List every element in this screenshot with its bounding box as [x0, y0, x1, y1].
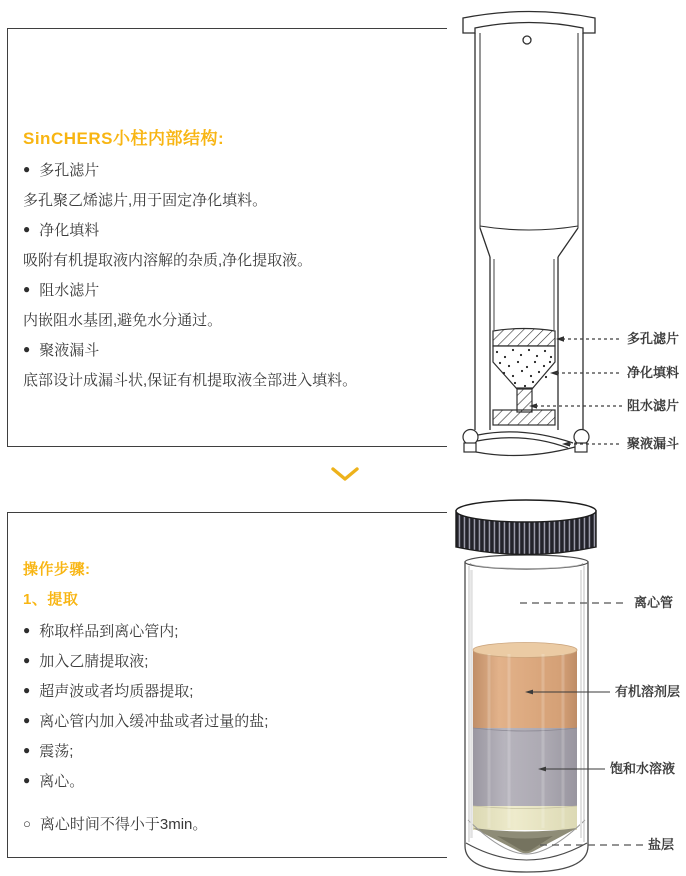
label-centrifuge-tube: 离心管	[634, 595, 674, 610]
steps-section-box	[7, 512, 448, 858]
structure-heading: SinCHERS小柱内部结构:	[23, 129, 225, 148]
steps-content	[23, 555, 439, 838]
centrifuge-tube-diagram	[447, 498, 686, 876]
bullet-icon: ●	[23, 342, 31, 356]
structure-item-title	[23, 154, 439, 184]
item-title-text: 多孔滤片	[39, 161, 100, 179]
open-bullet-icon: ○	[23, 815, 31, 831]
label-collect-funnel: 聚液漏斗	[627, 436, 680, 451]
bullet-icon: ●	[23, 773, 31, 787]
item-title-text: 净化填料	[39, 221, 100, 239]
label-porous-frit: 多孔滤片	[627, 331, 680, 346]
step-item-text: 超声波或者均质器提取;	[39, 682, 194, 700]
step-item	[23, 705, 439, 735]
label-organic-layer: 有机溶剂层	[615, 684, 681, 699]
cap-top	[456, 500, 596, 522]
column-cross-section-diagram	[447, 0, 686, 462]
label-water-block: 阻水滤片	[627, 398, 680, 413]
tube-layers	[473, 643, 577, 854]
structure-content	[23, 124, 439, 394]
bullet-icon: ●	[23, 282, 31, 296]
structure-item-title	[23, 334, 439, 364]
bullet-icon: ●	[23, 222, 31, 236]
step-item-text: 称取样品到离心管内;	[39, 622, 179, 640]
bullet-icon: ●	[23, 162, 31, 176]
step-item-text: 加入乙腈提取液;	[39, 652, 149, 670]
step-item	[23, 765, 439, 795]
step-item	[23, 645, 439, 675]
bullet-icon: ●	[23, 713, 31, 727]
bullet-icon: ●	[23, 743, 31, 757]
step-item-text: 震荡;	[39, 742, 74, 760]
step1-heading: 1、提取	[23, 591, 79, 608]
label-salt-layer: 盐层	[648, 837, 675, 852]
vent-hole	[523, 36, 531, 44]
step-item	[23, 615, 439, 645]
structure-section-box	[7, 28, 448, 447]
chevron-down-icon	[330, 466, 360, 484]
item-title-text: 阻水滤片	[39, 281, 100, 299]
screw-cap	[456, 500, 596, 555]
structure-item-title	[23, 214, 439, 244]
step-item-text: 离心。	[39, 772, 85, 790]
structure-item-desc: 内嵌阻水基团,避免水分通过。	[23, 311, 223, 329]
water-block-stem-shape	[517, 388, 532, 412]
steps-heading: 操作步骤:	[23, 561, 91, 578]
bullet-icon: ●	[23, 623, 31, 637]
label-aqueous-layer: 饱和水溶液	[610, 761, 676, 776]
structure-item-desc: 底部设计成漏斗状,保证有机提取液全部进入填料。	[23, 371, 358, 389]
note-text: 离心时间不得小于3min。	[39, 815, 208, 833]
porous-frit-shape	[493, 329, 555, 347]
step-item	[23, 735, 439, 765]
diagram-backdrop	[447, 0, 686, 462]
flow-divider	[330, 466, 360, 484]
water-block-plate-shape	[493, 410, 555, 425]
step-item	[23, 675, 439, 705]
note-item	[23, 808, 439, 838]
step-item-text: 离心管内加入缓冲盐或者过量的盐;	[39, 712, 269, 730]
item-title-text: 聚液漏斗	[39, 341, 100, 359]
structure-item-title	[23, 274, 439, 304]
bullet-icon: ●	[23, 683, 31, 697]
structure-item-desc: 吸附有机提取液内溶解的杂质,净化提取液。	[23, 251, 313, 269]
label-sorbent: 净化填料	[627, 365, 680, 380]
structure-item-desc: 多孔聚乙烯滤片,用于固定净化填料。	[23, 191, 268, 209]
bullet-icon: ●	[23, 653, 31, 667]
